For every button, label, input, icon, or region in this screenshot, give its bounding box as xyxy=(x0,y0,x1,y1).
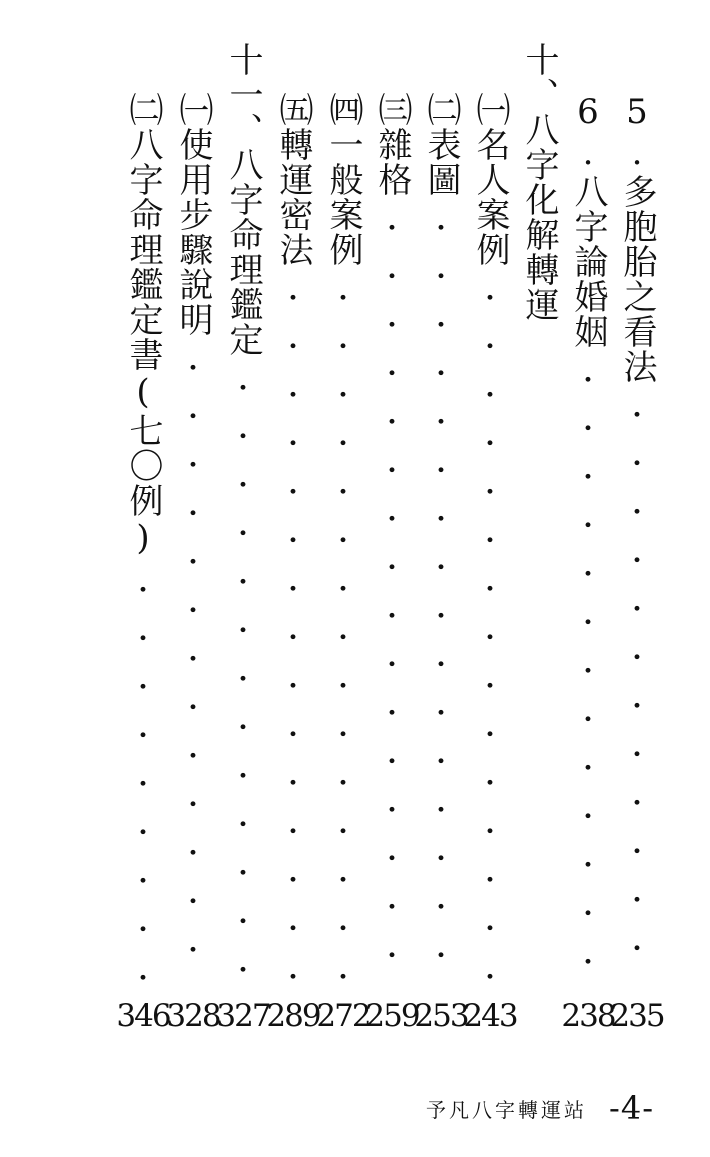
toc-entry-title: 6.八字論婚姻 xyxy=(568,92,608,349)
leader-dots xyxy=(388,203,396,985)
toc-entry-page: 238 xyxy=(561,998,615,1034)
toc-entry-title: ㈤轉運密法 xyxy=(273,92,313,267)
toc-entry-title: ㈡八字命理鑑定書(七〇例) xyxy=(123,92,163,559)
page-number: -4- xyxy=(609,1089,654,1127)
toc-entry xyxy=(318,0,368,1157)
toc-entry-page: 328 xyxy=(166,998,220,1034)
toc-entry-title: 十一、八字命理鑑定 xyxy=(223,42,263,357)
leader-dots xyxy=(239,363,247,985)
leader-dots xyxy=(339,273,347,985)
toc-entry-title: ㈠名人案例 xyxy=(470,92,510,267)
book-title: 予凡八字轉運站 xyxy=(426,1097,588,1122)
toc-entry-page: 272 xyxy=(316,998,370,1034)
toc-entry xyxy=(612,0,662,1157)
toc-entry xyxy=(367,0,417,1157)
toc-entry-page: 289 xyxy=(266,998,320,1034)
toc-entry xyxy=(218,0,268,1157)
toc-entry-title: 十、八字化解轉運 xyxy=(519,42,559,322)
leader-dots xyxy=(437,203,445,985)
toc-entry-page: 259 xyxy=(365,998,419,1034)
toc-entry xyxy=(416,0,466,1157)
leader-dots xyxy=(584,355,592,985)
toc-entry-title: 5.多胞胎之看法 xyxy=(617,92,657,384)
toc-entry-title: ㈣一般案例 xyxy=(323,92,363,267)
toc-entry-page: 235 xyxy=(610,998,664,1034)
leader-dots xyxy=(139,565,147,985)
toc-section-heading xyxy=(514,0,564,1157)
toc-entry-page: 253 xyxy=(414,998,468,1034)
toc-entry xyxy=(465,0,515,1157)
toc-entry-page: 327 xyxy=(216,998,270,1034)
toc-entry xyxy=(563,0,613,1157)
toc-entry xyxy=(268,0,318,1157)
toc-entry-page: 243 xyxy=(463,998,517,1034)
leader-dots xyxy=(189,343,197,985)
toc-entry xyxy=(118,0,168,1157)
toc-entry-page: 346 xyxy=(116,998,170,1034)
toc-entry-title: ㈢雜格 xyxy=(372,92,412,197)
page-footer xyxy=(426,1088,654,1128)
leader-dots xyxy=(486,273,494,985)
toc-entry-title: ㈡表圖 xyxy=(421,92,461,197)
toc-entry-title: ㈠使用步驟說明 xyxy=(173,92,213,337)
leader-dots xyxy=(289,273,297,985)
toc-entry xyxy=(168,0,218,1157)
leader-dots xyxy=(633,390,641,985)
